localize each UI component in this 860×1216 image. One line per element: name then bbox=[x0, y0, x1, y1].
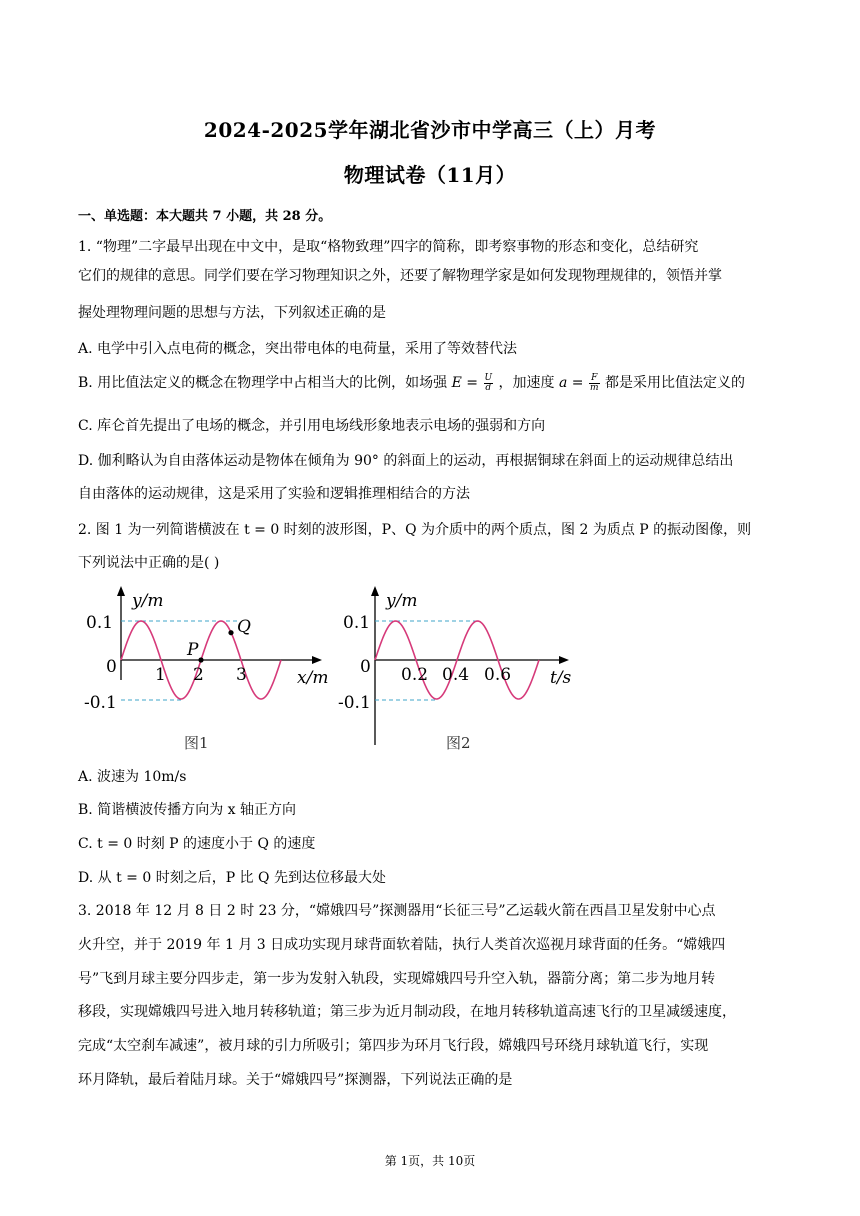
x-tick-label: 0.6 bbox=[484, 665, 512, 685]
q2-option-d: D. 从 t = 0 时刻之后，P 比 Q 先到达位移最大处 bbox=[78, 870, 386, 886]
q1-stem-line: 它们的规律的意思。同学们要在学习物理知识之外，还要了解物理学家是如何发现物理规律的，领悟并掌 bbox=[78, 268, 722, 284]
x-tick-label: 0.4 bbox=[442, 665, 470, 685]
x-axis-label: t/s bbox=[550, 668, 572, 688]
q2-option-a: A. 波速为 10m/s bbox=[78, 769, 187, 785]
q2-option-b: B. 简谐横波传播方向为 x 轴正方向 bbox=[78, 802, 296, 818]
page-footer: 第 1页，共 10页 bbox=[384, 1154, 476, 1168]
x-tick-label: 2 bbox=[193, 665, 204, 685]
y-tick-label: 0 bbox=[106, 657, 117, 677]
q2-stem-line: 下列说法中正确的是( ) bbox=[78, 555, 220, 571]
q3-stem-line: 移段，实现嫦娥四号进入地月转移轨道；第三步为近月制动段，在地月转移轨道高速飞行的卫星减缓速度， bbox=[78, 1004, 736, 1020]
figure-1-caption: 图1 bbox=[184, 734, 209, 752]
q1-option-c: C. 库仑首先提出了电场的概念，并引用电场线形象地表示电场的强弱和方向 bbox=[78, 418, 546, 434]
fraction-numerator: F bbox=[589, 374, 600, 384]
y-tick-label: 0.1 bbox=[343, 613, 371, 633]
q1-option-b-text: 都是采用比值法定义的 bbox=[604, 375, 745, 391]
exam-title: 2024-2025学年湖北省沙市中学高三（上）月考 bbox=[203, 118, 657, 142]
y-tick-label: 0.1 bbox=[86, 613, 114, 633]
u-over-d-fraction bbox=[484, 374, 494, 393]
figure-2 bbox=[338, 586, 572, 752]
x-tick-label: 1 bbox=[155, 665, 166, 685]
x-axis-arrow bbox=[559, 656, 569, 664]
fraction-denominator: d bbox=[485, 382, 492, 393]
q1-stem-line: 1. “物理”二字最早出现在中文中，是取“格物致理”四字的简称，即考察事物的形态和变化，总结研究 bbox=[78, 239, 699, 255]
point-q-label: Q bbox=[237, 617, 251, 637]
fraction-numerator: U bbox=[484, 372, 493, 383]
q1-option-b-text: B. 用比值法定义的概念在物理学中占相当大的比例，如场强 bbox=[78, 375, 448, 391]
q3-stem-line: 完成“太空刹车减速”，被月球的引力所吸引；第四步为环月飞行段，嫦娥四号环绕月球轨道飞行，实现 bbox=[78, 1038, 709, 1054]
field-strength-symbol: E = bbox=[451, 375, 483, 391]
q3-stem-line: 号”飞到月球主要分四步走，第一步为发射入轨段，实现嫦娥四号升空入轨，器箭分离；第二步为地月转 bbox=[78, 971, 716, 987]
q3-stem-line: 3. 2018 年 12 月 8 日 2 时 23 分，“嫦娥四号”探测器用“长征三号”乙运载火箭在西昌卫星发射中心点 bbox=[78, 903, 716, 919]
point-p-label: P bbox=[187, 640, 199, 660]
y-tick-label: 0 bbox=[360, 657, 371, 677]
exam-subtitle: 物理试卷（11月） bbox=[343, 163, 517, 187]
figure-2-caption: 图2 bbox=[446, 734, 471, 752]
q3-stem-line: 火升空，并于 2019 年 1 月 3 日成功实现月球背面软着陆，执行人类首次巡视月球背面的任务。“嫦娥四 bbox=[78, 937, 726, 953]
q2-option-c: C. t = 0 时刻 P 的速度小于 Q 的速度 bbox=[78, 836, 316, 852]
fraction-denominator: m bbox=[589, 382, 599, 393]
y-tick-label: -0.1 bbox=[84, 693, 117, 713]
point-p bbox=[198, 657, 203, 662]
q1-option-a: A. 电学中引入点电荷的概念，突出带电体的电荷量，采用了等效替代法 bbox=[78, 341, 518, 357]
y-axis-arrow bbox=[117, 586, 125, 596]
wave-figures bbox=[0, 580, 860, 760]
x-axis-label: x/m bbox=[297, 668, 329, 688]
q3-stem-line: 环月降轨，最后着陆月球。关于“嫦娥四号”探测器，下列说法正确的是 bbox=[78, 1072, 513, 1088]
y-tick-label: -0.1 bbox=[338, 693, 371, 713]
y-axis-label: y/m bbox=[386, 591, 418, 611]
acceleration-symbol: a = bbox=[559, 375, 588, 391]
q1-option-d: D. 伽利略认为自由落体运动是物体在倾角为 90° 的斜面上的运动，再根据铜球在斜面上的运动规律总结出 bbox=[78, 453, 734, 469]
x-tick-label: 3 bbox=[236, 665, 247, 685]
q1-option-d-cont: 自由落体的运动规律，这是采用了实验和逻辑推理相结合的方法 bbox=[78, 486, 470, 502]
x-tick-label: 0.2 bbox=[401, 665, 429, 685]
y-axis-label: y/m bbox=[132, 591, 164, 611]
f-over-m-fraction bbox=[589, 374, 600, 393]
y-axis-arrow bbox=[371, 586, 379, 596]
section-heading: 一、单选题：本大题共 7 小题，共 28 分。 bbox=[78, 209, 332, 224]
q1-option-b bbox=[78, 372, 745, 393]
x-axis-arrow bbox=[312, 656, 322, 664]
figure-1 bbox=[84, 586, 328, 752]
q2-stem-line: 2. 图 1 为一列简谐横波在 t = 0 时刻的波形图，P、Q 为介质中的两个质点，图 2 为质点 P 的振动图像，则 bbox=[78, 522, 752, 538]
point-q bbox=[228, 630, 233, 635]
q1-stem-line: 握处理物理问题的思想与方法，下列叙述正确的是 bbox=[78, 305, 386, 321]
q1-option-b-text: ，加速度 bbox=[498, 375, 559, 391]
